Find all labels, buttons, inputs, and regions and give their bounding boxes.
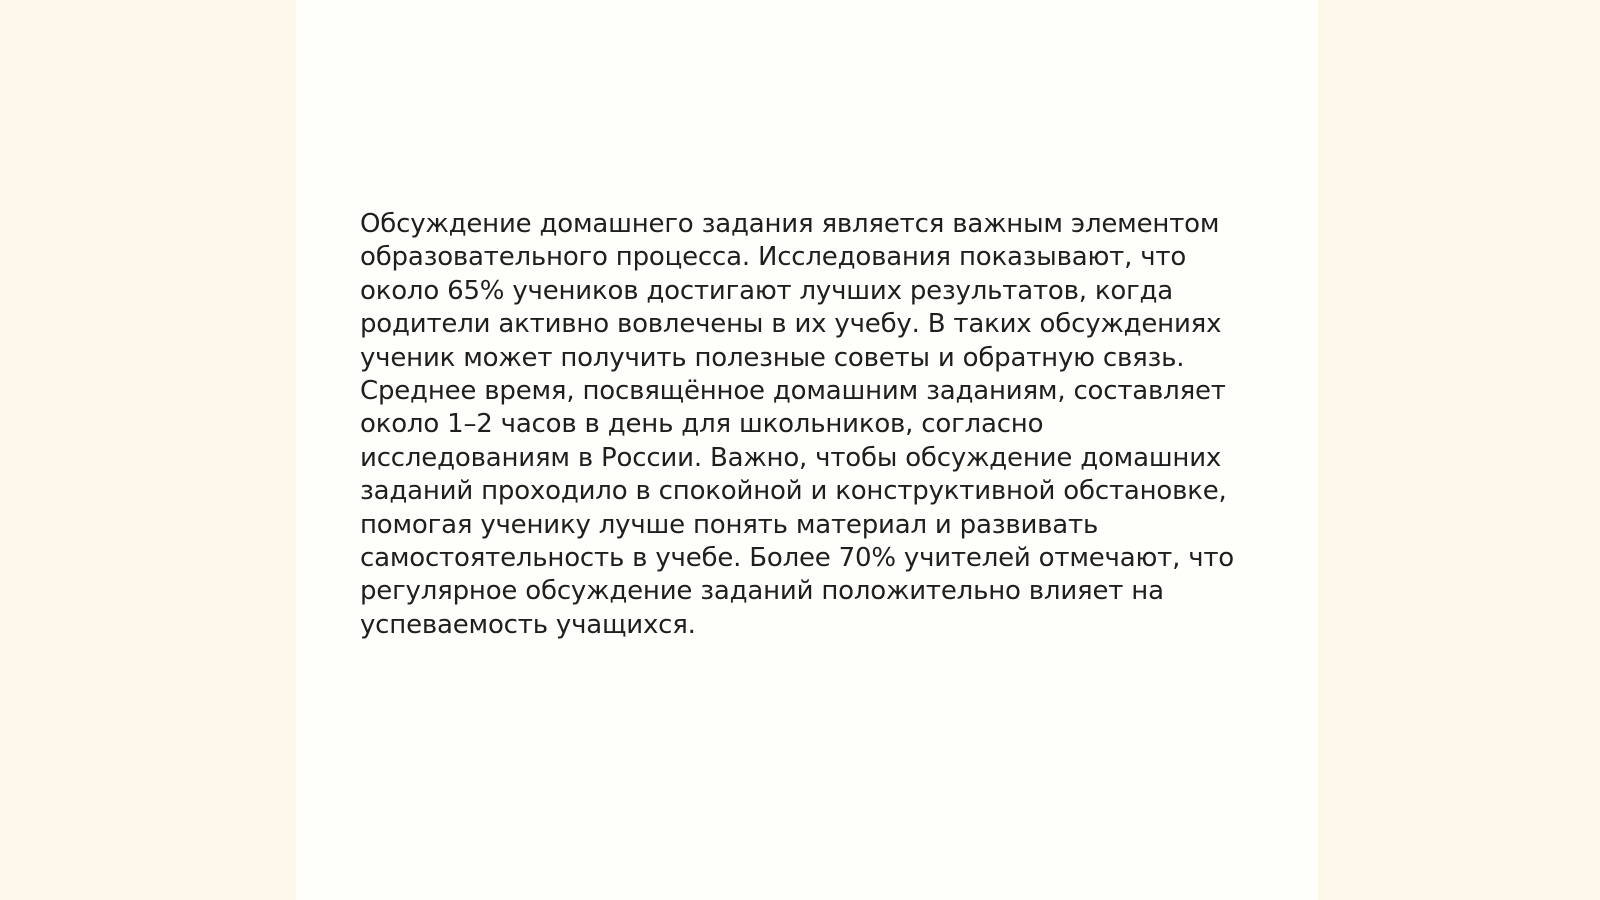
paragraph-line: образовательного процесса. Исследования показывают, что: [360, 242, 1187, 273]
paragraph-line: заданий проходило в спокойной и конструктивной обстановке,: [360, 476, 1227, 507]
left-margin: [0, 0, 296, 900]
paragraph-line: около 65% учеников достигают лучших результатов, когда: [360, 275, 1174, 306]
paragraph-line: родители активно вовлечены в их учебу. В таких обсуждениях: [360, 309, 1222, 340]
paragraph-line: помогая ученику лучше понять материал и развивать: [360, 509, 1099, 540]
paragraph-line: успеваемость учащихся.: [360, 609, 696, 640]
right-margin: [1318, 0, 1600, 900]
paragraph-line: около 1–2 часов в день для школьников, согласно: [360, 409, 1044, 440]
paragraph-line: Обсуждение домашнего задания является важным элементом: [360, 209, 1220, 239]
body-paragraph: [360, 208, 1260, 642]
paragraph-line: исследованиям в России. Важно, чтобы обсуждение домашних: [360, 442, 1222, 473]
paragraph-line: ученик может получить полезные советы и обратную связь.: [360, 342, 1185, 373]
paragraph-line: самостоятельность в учебе. Более 70% учителей отмечают, что: [360, 543, 1235, 574]
paragraph-line: Среднее время, посвящённое домашним заданиям, составляет: [360, 376, 1226, 407]
paragraph-line: регулярное обсуждение заданий положительно влияет на: [360, 576, 1164, 607]
